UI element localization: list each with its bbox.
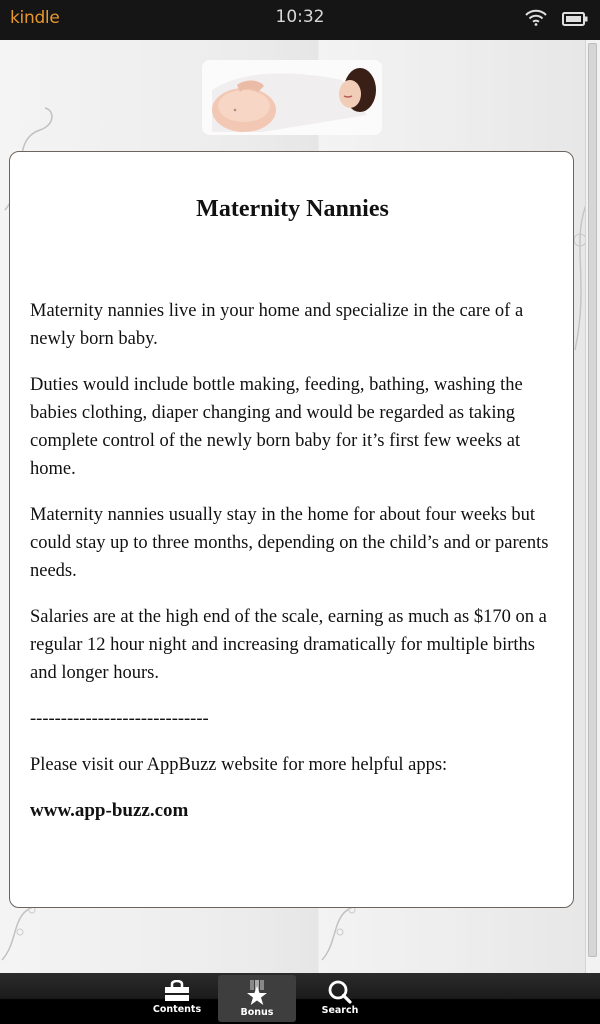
website-link[interactable]: www.app-buzz.com — [30, 800, 189, 821]
article-paragraph: Salaries are at the high end of the scale, earning as much as $170 on a regular 12 hour night and increasing dramatically for multiple births and longer hours. — [30, 607, 547, 683]
wifi-icon — [525, 9, 547, 26]
battery-icon — [562, 12, 588, 26]
scrollbar-thumb[interactable] — [588, 43, 597, 957]
nav-search[interactable] — [301, 975, 379, 1022]
nav-bonus[interactable] — [218, 975, 296, 1022]
nav-contents[interactable] — [138, 975, 216, 1022]
nav-label: Search — [321, 1005, 359, 1016]
kindle-brand: kindle — [10, 8, 60, 28]
nav-label: Contents — [152, 1004, 202, 1015]
article-paragraph: Maternity nannies live in your home and specialize in the care of a newly born baby. — [30, 301, 524, 349]
pregnant-woman-photo — [202, 60, 382, 135]
search-icon — [327, 980, 353, 1004]
content-viewport[interactable] — [0, 40, 600, 973]
status-bar — [0, 0, 600, 40]
decorative-swirl-icon — [320, 900, 380, 970]
article-body — [30, 297, 555, 843]
nav-label: Bonus — [240, 1007, 274, 1018]
article-paragraph: Duties would include bottle making, feeding, bathing, washing the babies clothing, diaper changing and would be regarded as taking complete control of the newly born baby for it’s first few weeks at home. — [30, 375, 523, 479]
article-title: Maternity Nannies — [196, 196, 389, 222]
divider-text: ----------------------------- — [30, 709, 209, 729]
article-paragraph: Maternity nannies usually stay in the home for about four weeks but could stay up to three months, depending on the child’s and or parents needs. — [30, 505, 549, 581]
clock: 10:32 — [275, 7, 325, 27]
bonus-star-icon — [244, 980, 270, 1006]
contents-icon — [164, 980, 190, 1002]
decorative-swirl-icon — [0, 900, 60, 970]
article-card — [9, 151, 574, 908]
bottom-nav — [0, 973, 600, 1024]
promo-text: Please visit our AppBuzz website for more helpful apps: — [30, 755, 448, 775]
